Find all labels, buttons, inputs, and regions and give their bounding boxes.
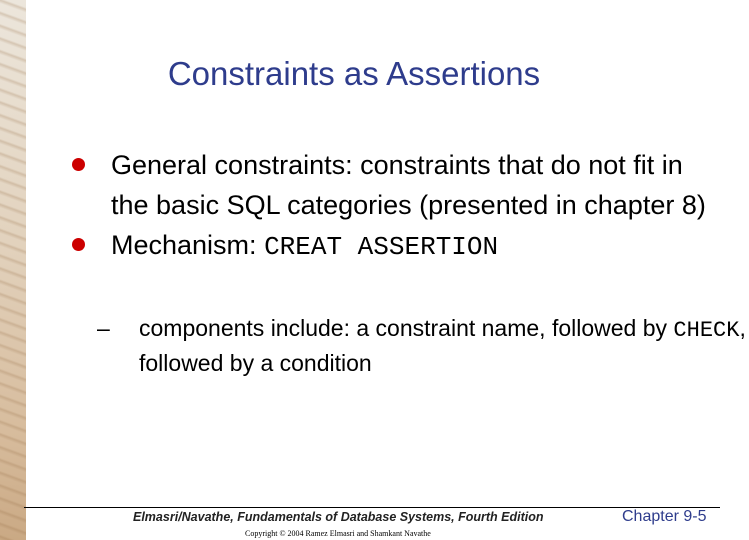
footer-divider bbox=[24, 507, 720, 508]
slide-title: Constraints as Assertions bbox=[167, 55, 541, 92]
bullet-text: General constraints: constraints that do not fit in the basic SQL categories (presented in chapter 8) bbox=[111, 150, 706, 220]
footer-copyright: Copyright © 2004 Ramez Elmasri and Shamkant Navathe bbox=[245, 529, 431, 538]
footer-chapter-number: Chapter 9-5 bbox=[622, 508, 707, 525]
bullet-dot-icon bbox=[72, 238, 85, 251]
footer-book-citation: Elmasri/Navathe, Fundamentals of Database Systems, Fourth Edition bbox=[133, 510, 544, 524]
bullet-text: Mechanism: bbox=[111, 230, 265, 260]
code-check: CHECK bbox=[673, 318, 740, 343]
sub-bullet-components bbox=[97, 312, 749, 379]
sub-bullet-text-before: components include: a constraint name, followed by bbox=[139, 315, 674, 341]
bullet-general-constraints bbox=[72, 145, 712, 225]
bullet-dot-icon bbox=[72, 158, 85, 171]
bullet-mechanism bbox=[72, 225, 712, 267]
code-create-assertion: CREAT ASSERTION bbox=[264, 232, 499, 262]
sub-bullet-text-after: , followed by a condition bbox=[139, 315, 746, 376]
dash-icon: – bbox=[97, 315, 110, 341]
bullet-list bbox=[72, 145, 712, 267]
